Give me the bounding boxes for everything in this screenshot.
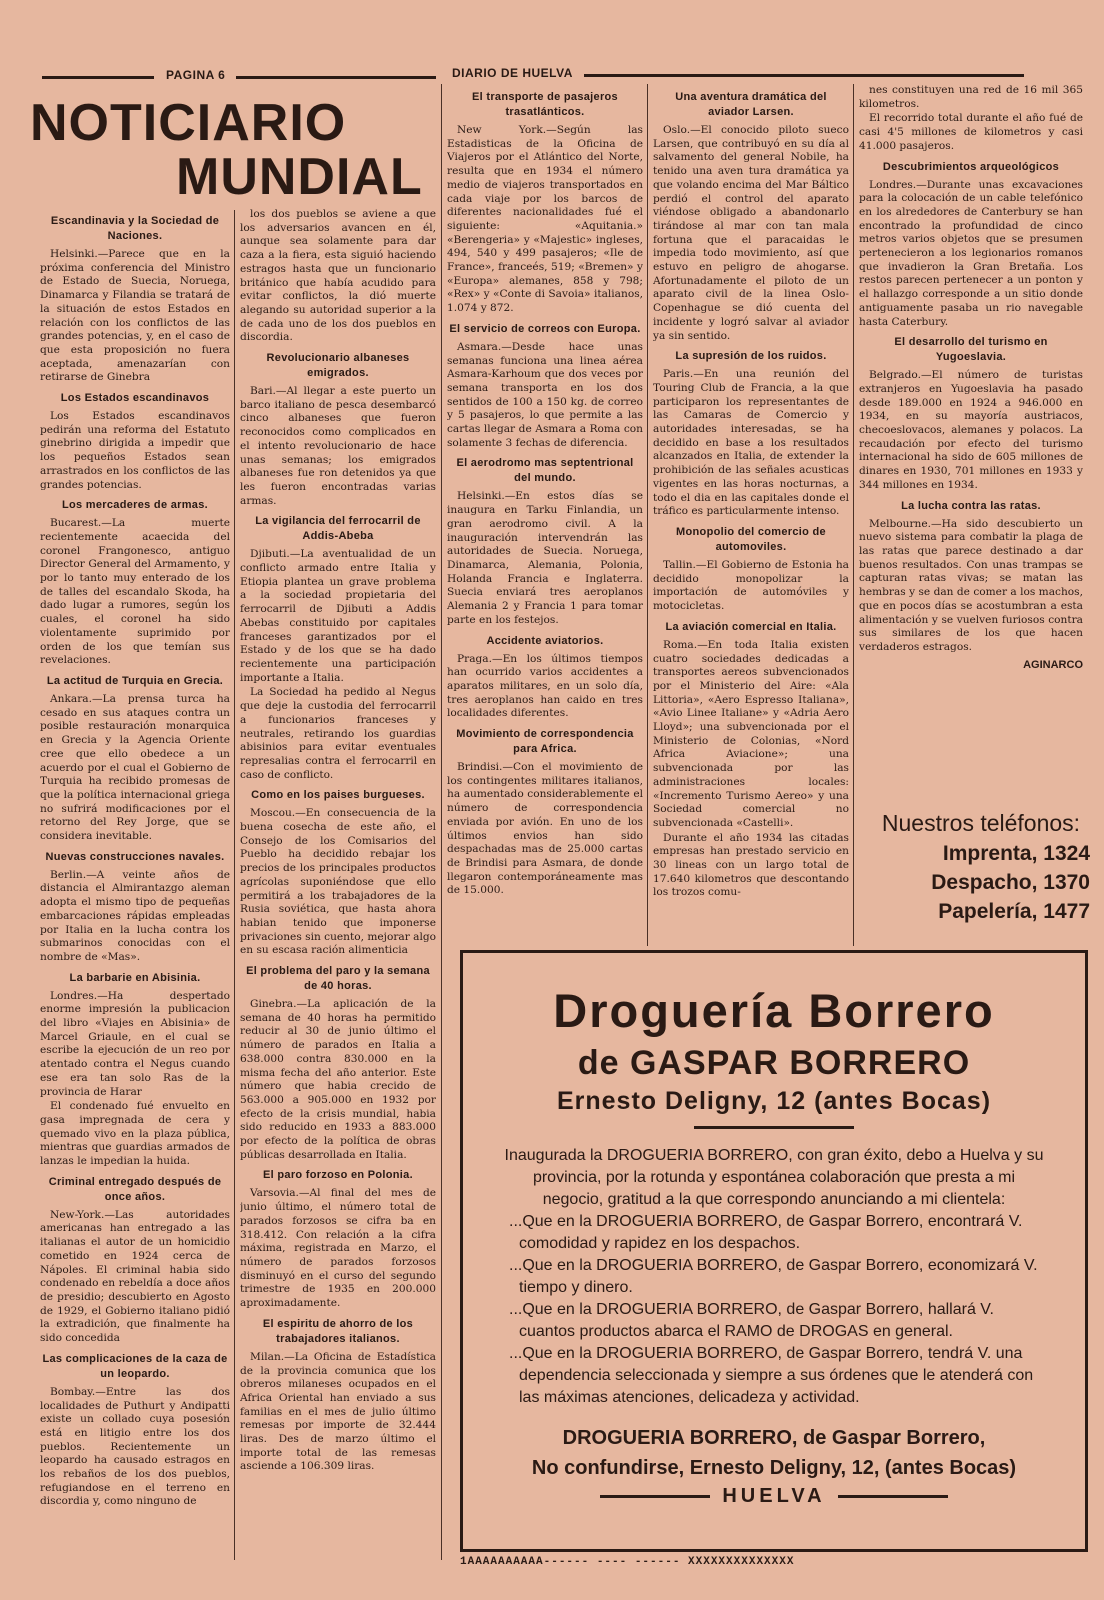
ad-intro: Inaugurada la DROGUERIA BORRERO, con gran éxito, debo a Huelva y su provincia, por la rotunda y espontánea colaboración que presta a mi negocio, gratitud a la que correspondo anunciando a mi clientela: xyxy=(504,1147,1044,1208)
phone-row: Imprenta, 1324 xyxy=(942,842,1090,865)
article-paragraph: Ankara.—La prensa turca ha cesado en sus ataques contra un posible restauración monarquica en Grecia y la Agencia Oriente cree que ello obedece a un acuerdo por el cual el Gobierno de Turquia ha recibido promesas de que la política internacional griega no sufrirá modificaciones por el retorno del Rey Jorge, que se considera inevitable. xyxy=(40,692,230,843)
article-paragraph: Melbourne.—Ha sido descubierto un nuevo sistema para combatir la plaga de las ratas que parece destinado a dar buenos resultados. Con unas trampas se capturan ratas vivas; se matan las hembras y se dan de comer a los machos, que en pocos días se acostumbran a esta alimentación y se vuelven furiosos contra sus similares de los que hacen verdaderos estragos. xyxy=(859,517,1083,653)
article-headline: La lucha contra las ratas. xyxy=(901,499,1041,512)
article-headline: La barbarie en Abisinia. xyxy=(69,971,201,984)
header-rule-right xyxy=(584,74,1024,77)
column-rule xyxy=(647,84,648,946)
article-paragraph: Helsinki.—En estos días se inaugura en Tarku Finlandia, un gran aerodromo civil. A la inauguración intervendrán las autoridades de Suecia. Noruega, Dinamarca, Alemania, Polonia, Holanda Francia e Inglaterra. Suecia enviará tres aeroplanos Alemania 2 y Francia 1 para tomar parte en los festejos. xyxy=(447,490,643,626)
article-paragraph: Milan.—La Oficina de Estadística de la provincia comunica que los obreros milaneses ocupados en el Africa Oriental han enviado a sus familias en el mes de julio último remesas por importe de 32.444 liras. Des de marzo último el importe total de las remesas asciende a 106.309 liras. xyxy=(240,1350,436,1473)
ad-address: Ernesto Deligny, 12 (antes Bocas) xyxy=(556,1087,992,1115)
section-title-line2: MUNDIAL xyxy=(176,148,423,206)
article-headline: Nuevas construcciones navales. xyxy=(45,850,225,863)
article-paragraph: New-York.—Las autoridades americanas han entregado a las italianas el autor de un homicidio cometido en 1924 cerca de Nápoles. El criminal habia sido condenado en rebeldía a doce años de presidio; descubierto en Agosto de 1929, el Gobierno italiano pidió la extradición, que finalmente ha sido concedida xyxy=(40,1208,230,1345)
ad-shop-name: Droguería Borrero xyxy=(553,984,995,1037)
article-paragraph: Asmara.—Desde hace unas semanas funciona una linea aérea Asmara-Karhoum que dos veces por semana transporta en los dos sentidos de 100 a 150 kg. de correo y 5 pasajeros, lo que permite a las cartas llegar de Asmara a Roma con solamente 3 fechas de diferencia. xyxy=(447,340,643,449)
article-headline: Descubrimientos arqueológicos xyxy=(882,160,1060,173)
header-rule-mid xyxy=(236,76,436,79)
news-column-3 xyxy=(447,84,643,946)
article-paragraph: Helsinki.—Parece que en la próxima conferencia del Ministro de Estado de Suecia, Noruega, Dinamarca y Filandia se tratará de la situación de estos Estados en relación con los conflictos de las grandes potencias, y, en el caso de que esta proposición no fuera aceptada, amenazarían con retirarse de Ginebra xyxy=(40,248,230,384)
article-paragraph: Roma.—En toda Italia existen cuatro sociedades dedicadas a transportes aereos subvencionados por el Ministerio del Aire: «Ala Littoria», «Aero Espresso Italiana», «Avio Linee Italiane» y «Adria Aero Lloyd»; una subvencionada por el Ministerio de Colonias, «Nord Africa Aviacione»; una subvencionada por las administraciones locales: «Incremento Turismo Aereo» y una Sociedad comercial no subvencionada «Castelli». xyxy=(653,638,849,829)
article-paragraph: Durante el año 1934 las citadas empresas han prestado servicio en 30 lineas con un largo total de 17.640 kilometros que descontando los trozos comu- xyxy=(653,831,849,899)
article-paragraph: nes constituyen una red de 16 mil 365 kilometros. xyxy=(859,84,1083,110)
article-headline: La aviación comercial en Italia. xyxy=(665,620,837,633)
column-rule xyxy=(234,210,235,1560)
news-column-1 xyxy=(40,208,230,1562)
ad-owner: de GASPAR BORRERO xyxy=(577,1044,971,1082)
ornamental-border: 1AAAAAAAAAA------ ---- ------ XXXXXXXXXXXXXX xyxy=(460,1556,795,1568)
article-headline: Las complicaciones de la caza de un leopardo. xyxy=(42,1352,228,1380)
article-headline: Revolucionario albaneses emigrados. xyxy=(266,352,410,380)
column-rule xyxy=(441,84,442,1560)
article-paragraph: Brindisi.—Con el movimiento de los contingentes militares italianos, ha aumentado considerablemente el número de correspondencia enviada por avión. En uno de los últimos envios han sido despachadas mas de 25.000 cartas de Brindisi para Asmara, de donde llegaron contemporáneamente mas de 15.000. xyxy=(447,761,643,897)
article-headline: Escandinavia y la Sociedad de Naciones. xyxy=(50,215,220,242)
article-paragraph: Belgrado.—El número de turistas extranjeros en Yugoeslavia ha pasado desde 189.000 en 1924 a 946.000 en 1934, en su mayoría austriacos, checoeslovacos, alemanes y polacos. La recaudación por efecto del turismo internacional ha sido de 605 millones de dinares en 1930, 701 millones en 1933 y 344 millones en 1934. xyxy=(859,369,1083,491)
article-paragraph: New York.—Según las Estadisticas de la Oficina de Viajeros por el Atlántico del Norte, resulta que en 1934 el número medio de viajeros transportados en cada viaje por los barcos de diferentes nacionalidades fué el siguiente: «Aquitania.» «Berengeria» y «Majestic» ingleses, 494, 540 y 499 pasajeros; «Ile de France», franceés, 519; «Bremen» y «Europa» alemanes, 858 y 798; «Rex» y «Conte di Savoia» italianos, 1.074 y 872. xyxy=(447,124,643,315)
article-paragraph: Los Estados escandinavos pedirán una reforma del Estatuto ginebrino dirigida a impedir que los pequeños Estados sean arrastrados en los conflictos de las grandes potencias. xyxy=(40,410,230,491)
page-number: PAGINA 6 xyxy=(166,68,226,82)
article-paragraph: Varsovia.—Al final del mes de junio último, el número total de parados forzosos se cifra ba en 318.412. Con relación a la cifra máxima, registrada en Marzo, el número de parados forzosos disminuyó en el curso del segundo trimestre de 1935 en 200.000 aproximadamente. xyxy=(240,1187,436,1310)
ad-footer-2: No confundirse, Ernesto Deligny, 12, (antes Bocas) xyxy=(531,1457,1017,1479)
ad-item: ...Que en la DROGUERIA BORRERO, de Gaspar Borrero, economizará V. tiempo y dinero. xyxy=(509,1257,1038,1296)
article-paragraph: Londres.—Durante unas excavaciones para la colocación de un cable telefónico en los alrededores de Canterbury se han encontrado la profundidad de cinco metros varios objetos que se presumen pertenecieron a los legionarios romanos que invadieron la Gran Bretaña. Los restos parecen pertenecer a un ponton y el hallazgo corresponde a un sitio donde antiguamente pasaba un rio navegable hasta Caterbury. xyxy=(859,178,1083,328)
article-paragraph: El recorrido total durante el año fué de casi 4'5 millones de kilometros y casi 41.000 pasajeros. xyxy=(859,112,1083,152)
article-paragraph: Moscou.—En consecuencia de la buena cosecha de este año, el Consejo de los Comisarios del Pueblo ha decidido rebajar los precios de los principales productos agrícolas suponiéndose que ello permitirá a los trabajadores de la Rusia soviética, que hasta ahora habian tenido que imponerse privaciones sin cuento, mejorar algo en su escasa ración alimenticia xyxy=(240,807,436,957)
article-paragraph: los dos pueblos se aviene a que los adversarios avancen en él, aunque sea solamente para dar caza a la fiera, esta siguió haciendo estragos hasta que un funcionario británico que había acudido para evitar conflictos, la dió muerte alegando su autoridad superior a la de cada uno de los dos pueblos en discordia. xyxy=(240,208,436,344)
article-paragraph: Londres.—Ha despertado enorme impresión la publicacion del libro «Viajes en Abisinia» de Marcel Griaule, en el cual se escribe la ejecución de un reo por atentado contra el Negus cuando ese era tan solo Ras de la provincia de Harar xyxy=(40,989,230,1098)
article-paragraph: Berlin.—A veinte años de distancia el Almirantazgo aleman adopta el mismo tipo de pequeñas embarcaciones rápidas empleadas por Italia en la lucha contra los submarinos conocidas con el nombre de «Mas». xyxy=(40,868,230,963)
column-rule xyxy=(853,84,854,946)
article-headline: La vigilancia del ferrocarril de Addis-Abeba xyxy=(255,515,421,543)
phone-row: Despacho, 1370 xyxy=(931,871,1090,894)
article-headline: Movimiento de correspondencia para Africa. xyxy=(456,728,634,756)
article-headline: Como en los paises burgueses. xyxy=(251,789,425,802)
section-title-line1: NOTICIARIO xyxy=(30,94,347,152)
article-headline: Monopolio del comercio de automoviles. xyxy=(676,525,826,553)
article-headline: Los Estados escandinavos xyxy=(60,392,210,405)
article-headline: Los mercaderes de armas. xyxy=(62,499,208,512)
article-paragraph: Praga.—En los últimos tiempos han ocurrido varios accidentes a aparatos militares, en un solo día, tres aeroplanos han caido en tres localidades diferentes. xyxy=(447,652,643,720)
article-headline: El problema del paro y la semana de 40 horas. xyxy=(246,965,430,993)
article-headline: El transporte de pasajeros trasatlánticos. xyxy=(472,91,618,118)
article-headline: La supresión de los ruidos. xyxy=(675,350,827,363)
article-headline: Accidente aviatorios. xyxy=(486,634,604,647)
article-headline: El espiritu de ahorro de los trabajadores italianos. xyxy=(262,1317,414,1345)
article-paragraph: Ginebra.—La aplicación de la semana de 40 horas ha permitido reducir al 30 de junio último el número de parados en Italia a 638.000 contra 830.000 en la misma fecha del año anterior. Este número que habia crecido de 563.000 a 905.000 en 1932 por efecto de la crisis mundial, habia sido reducido en 1933 a 883.000 por efecto de la política de obras públicas desarrollada en Italia. xyxy=(240,998,436,1161)
article-headline: El aerodromo mas septentrional del mundo. xyxy=(456,457,634,485)
article-paragraph: Bari.—Al llegar a este puerto un barco italiano de pesca desembarcó cinco albaneses que fueron reconocidos como complicados en el intento revolucionario de hace unas semanas; los emigrados albaneses fue ron detenidos ya que les fueron encontradas varias armas. xyxy=(240,385,436,507)
article-paragraph: Djibuti.—La aventualidad de un conflicto armado entre Italia y Etiopia plantea un grave problema a la sociedad propietaria del ferrocarril de Djibuti a Addis Abebas constituido por capitales franceses garantizados por el Estado y de los que se ha dado recientemente una participación importante a Italia. xyxy=(240,548,436,684)
article-paragraph: Paris.—En una reunión del Touring Club de Francia, a la que participaron los representantes de las Camaras de Comercio y autoridades interesadas, se ha decidido en base a los resultados alcanzados en Italia, de extender la prohibición de las señales acusticas vigentes en las horas nocturnas, a todo el dia en las capitales donde el tráfico es particularmente intenso. xyxy=(653,368,849,518)
article-headline: Una aventura dramática del aviador Larsen. xyxy=(675,91,827,118)
phones-title: Nuestros teléfonos: xyxy=(881,810,1081,836)
news-column-2 xyxy=(240,208,436,1562)
newspaper-name: DIARIO DE HUELVA xyxy=(452,66,573,80)
article-headline: Criminal entregado después de once años. xyxy=(48,1175,222,1203)
ad-item: ...Que en la DROGUERIA BORRERO, de Gaspar Borrero, encontrará V. comodidad y rapidez en los despachos. xyxy=(509,1213,1023,1252)
ad-ornament-rule xyxy=(694,1126,854,1129)
ad-item: ...Que en la DROGUERIA BORRERO, de Gaspar Borrero, hallará V. cuantos productos abarca el RAMO de DROGAS en general. xyxy=(509,1301,994,1340)
article-headline: La actitud de Turquia en Grecia. xyxy=(46,674,224,687)
article-paragraph: Tallin.—El Gobierno de Estonia ha decidido monopolizar la importación de automóviles y motocicletas. xyxy=(653,558,849,613)
author-signature: AGINARCO xyxy=(1023,658,1083,671)
article-paragraph: Bucarest.—La muerte recientemente acaecida del coronel Frangonesco, antiguo Director General del Armamento, y por lo tanto muy enterado de los de talles del escandalo Skoda, ha dado lugar a rumores, según los cuales, el coronel ha sido violentamente suprimido por orden de los que temían sus revelaciones. xyxy=(40,517,230,667)
ad-city: HUELVA xyxy=(463,1485,1085,1508)
article-headline: El servicio de correos con Europa. xyxy=(449,322,641,335)
article-paragraph: El condenado fué envuelto en gasa impregnada de cera y quemado vivo en la plaza pública, mientras que guardias armados de lanzas le impedian la huida. xyxy=(40,1100,230,1168)
article-paragraph: Oslo.—El conocido piloto sueco Larsen, que contribuyó en su día al salvamento del general Nobile, ha tenido una aven tura dramática ya que volando encima del Mar Báltico perdió el control del aparato viéndose obligado a abandonarlo tirándose al mar con tan mala fortuna que el paracaidas le impedia todo movimiento, así que estuvo en peligro de ahogarse. Afortunadamente el piloto de un aparato civil de la linea Oslo- Copenhague se dió cuenta del incidente y logró salvar al aviador ya sin sentido. xyxy=(653,124,849,342)
ad-item: ...Que en la DROGUERIA BORRERO, de Gaspar Borrero, tendrá V. una dependencia seleccionada y siempre a sus órdenes que le atenderá con las máximas atenciones, delicadeza y actividad. xyxy=(509,1345,1034,1406)
article-headline: El desarrollo del turismo en Yugoeslavia. xyxy=(894,336,1048,364)
article-paragraph: Bombay.—Entre las dos localidades de Puthurt y Andipatti existe un collado cuya posesión está en litigio entre los dos pueblos. Recientemente un leopardo ha causado estragos en los rebaños de los dos pueblos, refugiandose en el terreno en discordia y, como ninguno de xyxy=(40,1385,230,1508)
drogueria-advertisement xyxy=(460,950,1088,1552)
ad-footer-1: DROGUERIA BORRERO, de Gaspar Borrero, xyxy=(562,1427,986,1449)
news-column-4 xyxy=(653,84,849,946)
header-rule-left xyxy=(42,76,154,79)
article-headline: El paro forzoso en Polonia. xyxy=(263,1169,413,1182)
phone-row: Papelería, 1477 xyxy=(938,900,1090,923)
phone-numbers-box xyxy=(872,810,1090,940)
article-paragraph: La Sociedad ha pedido al Negus que deje la custodia del ferrocarril a funcionarios franceses y neutrales, retirando los guardias abisinios para evitar eventuales represalias contra el ferrocarril en caso de conflicto. xyxy=(240,686,436,781)
news-column-5 xyxy=(859,84,1083,784)
